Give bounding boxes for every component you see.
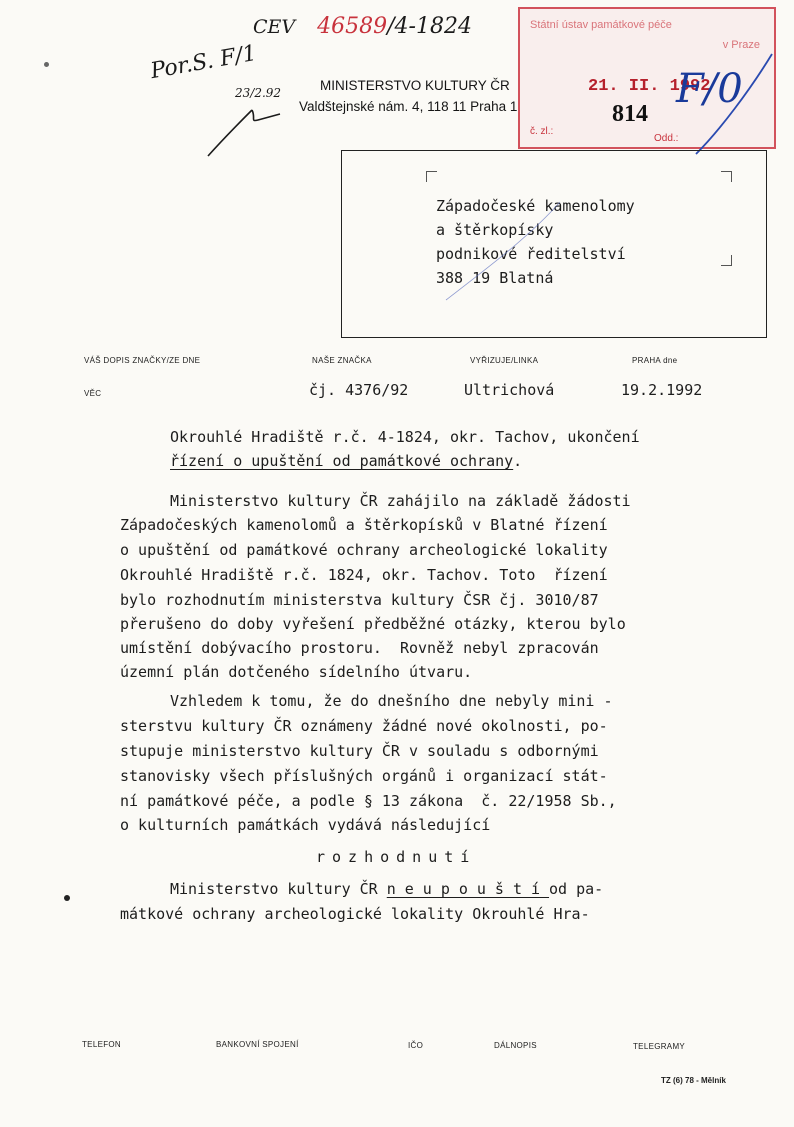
label-subject: VĚC (84, 389, 102, 398)
handwritten-ref-number: 46589 (317, 14, 388, 39)
paragraph-1-line: o upuštění od památkové ochrany archeologické lokality (120, 541, 608, 559)
corner-mark (721, 171, 732, 182)
handled-by-value: Ultrichová (464, 381, 555, 399)
label-your-letter: VÁŠ DOPIS ZNAČKY/ZE DNE (84, 356, 201, 365)
label-handled-by: VYŘIZUJE/LINKA (470, 356, 539, 365)
punch-mark-top (44, 62, 49, 67)
handwritten-date: 23/2.92 (235, 86, 282, 100)
recipient-line1: Západočeské kamenolomy (436, 197, 635, 215)
subject-line-2 (170, 452, 522, 470)
handwritten-note: Por.S. F/1 (148, 40, 259, 85)
paragraph-2-line: stupuje ministerstvo kultury ČR v souladu s odbornými (120, 742, 599, 760)
handwritten-ref-prefix: CEV (253, 16, 296, 38)
label-place-city: PRAHA (632, 356, 661, 365)
paragraph-2-line: ní památkové péče, a podle § 13 zákona č. 22/1958 Sb., (120, 792, 617, 810)
paragraph-2-line: sterstvu kultury ČR oznámeny žádné nové okolnosti, po- (120, 717, 608, 735)
pencil-stroke (440, 196, 570, 306)
blue-pen-stroke (690, 50, 780, 160)
label-place (632, 356, 677, 365)
subject-underlined: řízení o upuštění od památkové ochrany (170, 452, 514, 470)
stamp-number: 814 (612, 101, 648, 127)
subject-period: . (513, 452, 523, 470)
label-our-ref: NAŠE ZNAČKA (312, 356, 372, 365)
decision-line-1 (170, 880, 603, 898)
footer-telex: DÁLNOPIS (494, 1041, 537, 1050)
paragraph-2-line: o kulturních památkách vydává následující (120, 816, 491, 834)
decision-end: od pa- (549, 880, 604, 898)
subject-line-1: Okrouhlé Hradiště r.č. 4-1824, okr. Tachov, ukončení (170, 428, 640, 446)
paragraph-1-line: územní plán dotčeného sídelního útvaru. (120, 663, 473, 681)
paragraph-2-line: stanovisky všech příslušných orgánů i organizací stát- (120, 767, 608, 785)
corner-mark (426, 171, 437, 182)
corner-mark (721, 255, 732, 266)
our-ref-value: čj. 4376/92 (309, 381, 409, 399)
ministry-name: MINISTERSTVO KULTURY ČR (320, 78, 510, 93)
ministry-address: Valdštejnské nám. 4, 118 11 Praha 1 (299, 99, 518, 114)
paragraph-1-line: Okrouhlé Hradiště r.č. 1824, okr. Tachov. Toto řízení (120, 566, 608, 584)
paragraph-1-line: přerušeno do doby vyřešení předběžné otázky, kterou bylo (120, 615, 626, 633)
stamp-refs-label: č. zl.: (530, 126, 554, 137)
stamp-office-line1: Státní ústav památkové péče (530, 19, 672, 31)
paragraph-1-line: Ministerstvo kultury ČR zahájilo na základě žádosti (170, 492, 631, 510)
label-date-suffix: dne (663, 356, 678, 365)
stamp-mark: F/0 (676, 66, 743, 112)
recipient-line2: a štěrkopísky (436, 221, 554, 239)
paragraph-1-line: umístění dobývacího prostoru. Rovněž nebyl zpracován (120, 639, 599, 657)
footer-bank: BANKOVNÍ SPOJENÍ (216, 1040, 299, 1049)
recipient-line4: 388 19 Blatná (436, 269, 554, 287)
stamp-office-line2: v Praze (722, 39, 760, 51)
decision-keyword: neupouští (386, 880, 550, 898)
paragraph-1-line: bylo rozhodnutím ministerstva kultury ČSR čj. 3010/87 (120, 591, 599, 609)
punch-mark-bottom (64, 895, 70, 901)
paragraph-2-line: Vzhledem k tomu, že do dnešního dne nebyly mini - (170, 692, 613, 710)
footer-phone: TELEFON (82, 1040, 121, 1049)
paragraph-1-line: Západočeských kamenolomů a štěrkopísků v Blatné řízení (120, 516, 608, 534)
recipient-line3: podnikové ředitelství (436, 245, 626, 263)
footer-telegram: TELEGRAMY (633, 1042, 686, 1051)
letter-date: 19.2.1992 (621, 381, 703, 399)
decision-start: Ministerstvo kultury ČR (170, 880, 378, 898)
handwritten-ref-suffix: /4-1824 (387, 14, 472, 39)
stamp-date: 21. II. 1992 (588, 77, 711, 96)
footer-ico: IČO (408, 1041, 424, 1050)
stamp-odd-label: Odd.: (654, 133, 679, 144)
handwritten-signature (200, 92, 290, 162)
decision-heading: rozhodnutí (316, 848, 477, 866)
handwritten-reference (253, 14, 472, 39)
decision-line-2: mátkové ochrany archeologické lokality Okrouhlé Hra- (120, 905, 590, 923)
print-code: TZ (6) 78 - Mělník (661, 1076, 726, 1085)
